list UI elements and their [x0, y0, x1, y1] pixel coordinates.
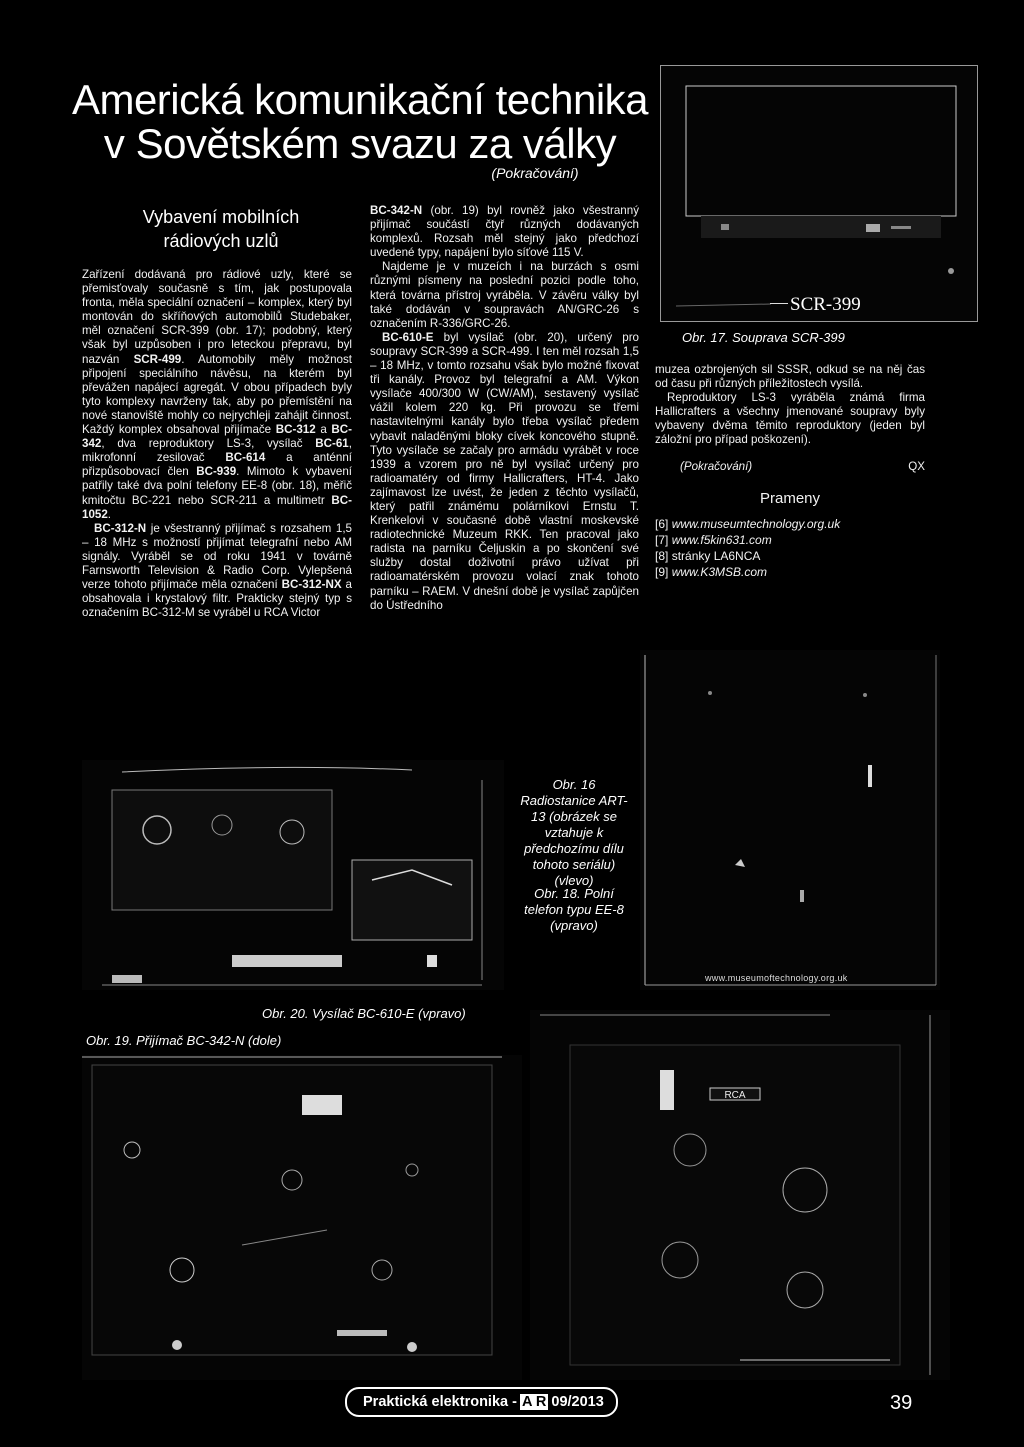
- source-item: [8] stránky LA6NCA: [655, 548, 761, 563]
- issue-date: 09/2013: [551, 1394, 604, 1410]
- photo-scr-399: [660, 65, 978, 322]
- author-signature: QX: [908, 459, 925, 473]
- photo-credit: www.museumoftechnology.org.uk: [705, 973, 848, 983]
- photo-bc-610-e: [530, 1010, 950, 1380]
- caption-fig-16: Obr. 16 Radiostanice ART-13 (obrázek se vztahuje k předchozímu dílu tohoto seriálu) (vlevo): [520, 777, 628, 888]
- paragraph: Reproduktory LS-3 vyráběla známá firma Hallicrafters a všechny jmenované soupravy byly vybaveny dvěma těmito reproduktory (jeden byl záložní pro případ poškození).: [655, 391, 925, 447]
- sources-list: [655, 516, 925, 580]
- page-number: 39: [890, 1392, 913, 1414]
- magazine-name: Praktická elektronika -: [363, 1394, 517, 1410]
- photo-bc-342-n: [82, 1055, 522, 1380]
- source-item: [9] www.K3MSB.com: [655, 564, 768, 579]
- source-link[interactable]: www.museumtechnology.org.uk: [671, 516, 841, 531]
- paragraph: BC-342-N (obr. 19) byl rovněž jako všestranný přijímač součástí čtyř různých dodávaných komplexů. Rozsah měl stejný jako předchozí uvedené typy, napájení bylo síťové 115 V.: [370, 204, 639, 260]
- caption-fig-17: Obr. 17. Souprava SCR-399: [682, 330, 845, 345]
- source-item: [6] www.museumtechnology.org.uk: [655, 516, 841, 531]
- scr-399-label: SCR-399: [790, 294, 861, 315]
- title-line-1: Americká komunikační technika: [71, 76, 649, 123]
- label-leader-line: [770, 303, 788, 304]
- section-heading: [90, 205, 352, 253]
- paragraph: Zařízení dodávaná pro rádiové uzly, které se přemisťovaly současně s tím, jak postupovala fronta, měla speciální označení – komplex, který byl montován do skříňových automobilů Studebaker, měl označení SCR-399 (obr. 17); podobný, který však byl uzpůsoben i pro leteckou přepravu, byl nazván SCR-499. Automobily měly možnost připojení speciálního návěsu, na kterém byl převážen napájecí agregát. V obou případech byly tyto komplexy navrženy tak, aby po přemístění na nové stanoviště mohly co nejrychleji zahájit činnost. Každý komplex obsahoval přijímače BC-312 a BC-342, dva reproduktory LS-3, vysílač BC-61, mikrofonní zesilovač BC-614 a anténní přizpůsobovací člen BC-939. Mimoto k vybavení patřily také dva polní telefony EE-8 (obr. 18), měřič kmitočtu BC-221 nebo SCR-211 a multimetr BC-1052.: [82, 268, 352, 521]
- text-column-2: [370, 204, 639, 613]
- caption-fig-20: Obr. 20. Vysílač BC-610-E (vpravo): [262, 1006, 466, 1021]
- section-heading-line-1: Vybavení mobilních: [142, 207, 300, 227]
- caption-fig-18: Obr. 18. Polní telefon typu EE-8 (vpravo): [524, 886, 624, 933]
- paragraph: BC-610-E byl vysílač (obr. 20), určený pro soupravy SCR-399 a SCR-499. I ten měl rozsah 1,5 – 18 MHz, v tomto rozsahu však bylo možné fixovat tři kanály. Provoz byl telegrafní a AM. Výkon vysílače 400/300 W (CW/AM), sestavený vysílač vážil kolem 220 kg. Při provozu se třemi nastavitelnými kanály bylo třeba vysílač předem vybavit naladěnými bloky cívek koncového stupně. Tyto vysílače se začaly pro armádu vyrábět v roce 1939 a vzorem pro ně byl vysílač určený pro radioamatéry od firmy Hallicrafters, HT-4. Jako zajímavost lze uvést, že jeden z těchto vysílačů, který patřil známému polárníkovi Ernstu T. Krenkelovi v současné době vlastní moskevské radiotechnické Muzeum RKK. Ten pracoval jako radista na parníku Čeljuskin a po skončení své služby dostal doživotní právo užívat při radioamatérském provozu volací znak tohoto parníku – RAEM. V dnešní době je vysílač zapůjčen do Ústředního: [370, 330, 639, 612]
- source-item: [7] www.f5kin631.com: [655, 532, 772, 547]
- continued-note: (Pokračování): [491, 165, 579, 181]
- rca-badge: RCA: [724, 1090, 746, 1101]
- continued-row: [655, 460, 925, 476]
- source-link[interactable]: www.K3MSB.com: [671, 564, 768, 579]
- paragraph: muzea ozbrojených sil SSSR, odkud se na něj čas od času při různých příležitostech vysílá.: [655, 363, 925, 391]
- continued-note-end: (Pokračování): [680, 459, 753, 473]
- title-line-2: v Sovětském svazu za války: [103, 120, 617, 167]
- paragraph: BC-312-N je všestranný přijímač s rozsahem 1,5 – 18 MHz s možností přijímat telegrafní nebo AM signály. Vyráběl se od roku 1941 v továrně Farnsworth Television & Radio Corp. Vylepšená verze tohoto přijímače měla označení BC-312-NX a obsahovala i krystalový filtr. Prakticky stejný typ s označením BC-312-M se vyráběl u RCA Victor: [82, 521, 352, 620]
- source-link[interactable]: www.f5kin631.com: [671, 532, 772, 547]
- article-title: [60, 78, 660, 166]
- caption-fig-19: Obr. 19. Přijímač BC-342-N (dole): [86, 1033, 282, 1048]
- photo-ee-8-telephone: [640, 650, 940, 990]
- text-column-3: [655, 363, 925, 580]
- paragraph: Najdeme je v muzeích i na burzách s osmi různými písmeny na poslední pozici podle toho, která továrna přístroj vyráběla. V závěru války byl také dodáván v soupravách AN/GRC-26 s označením R-336/GRC-26.: [370, 260, 639, 330]
- photo-art-13: [82, 760, 504, 990]
- text-column-1: [82, 268, 352, 620]
- magazine-badge: [345, 1387, 618, 1417]
- sources-heading: Prameny: [759, 489, 821, 507]
- section-heading-line-2: rádiových uzlů: [163, 231, 279, 251]
- magazine-ar-mark: A R: [521, 1394, 547, 1410]
